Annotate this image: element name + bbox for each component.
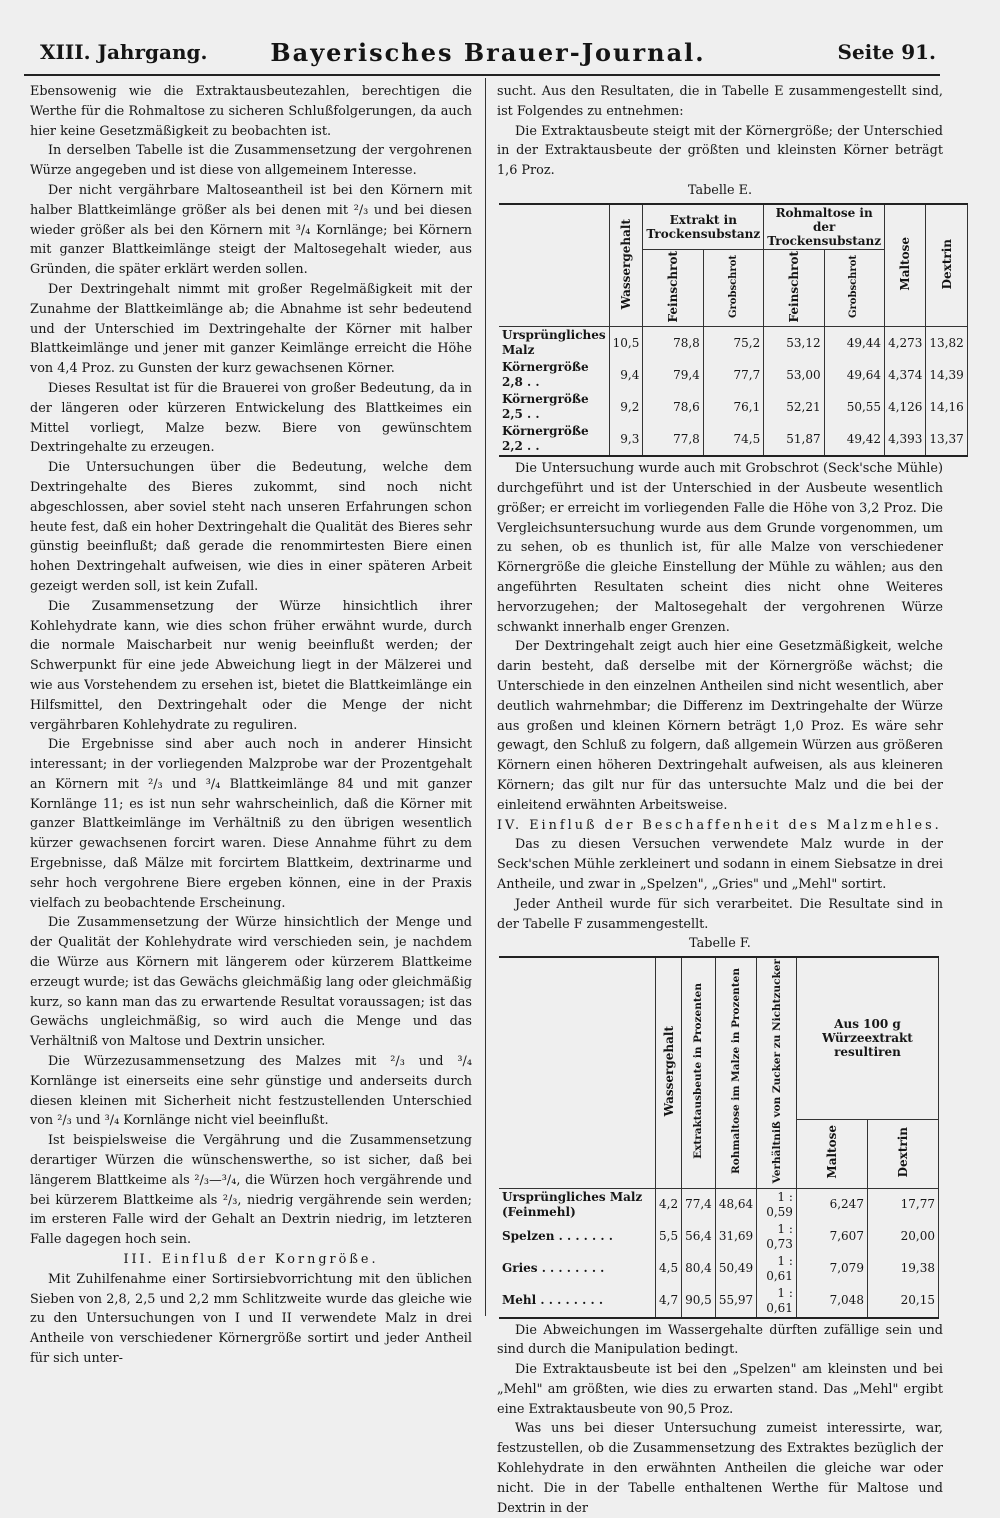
paragraph: Die Extraktausbeute ist bei den „Spelzen" am kleinsten und bei „Mehl" am größten, wie dies zu erwarten stand. Das „Mehl" ergibt eine Extraktausbeute von 90,5 Proz.	[497, 1362, 943, 1417]
col-header: Extrakt in Trockensubstanz	[643, 204, 764, 250]
col-header: Dextrin	[867, 1119, 938, 1188]
paragraph: Ist beispielsweise die Vergährung und die Zusammensetzung derartiger Würzen die wünschenswerthe, so ist sicher, daß bei längerem Blattkeime als ²/₃—³/₄, die Würzen hoch vergährende und bei kürzerem Blattkeime als ²/₃, niedrig vergährende sein werden; im ersteren Falle wird der Gehalt an Dextrin niedrig, im letzteren Falle dagegen hoch sein.	[30, 1133, 472, 1248]
col-header: Dextrin	[926, 204, 967, 327]
table-cell: 7,048	[796, 1285, 867, 1318]
paragraph: Der Dextringehalt zeigt auch hier eine Gesetzmäßigkeit, welche darin besteht, daß derselbe mit der Körnergröße wächst; die Unterschiede in den einzelnen Antheilen sind nicht wesentlich, aber deutlich wahrnehmbar; die Differenz im Dextringehalte der Würze aus großen und kleinen Körnern beträgt 1,0 Proz. Es wäre sehr gewagt, den Schluß zu folgern, daß allgemein Würzen aus größeren Körnern einen höheren Dextringehalt aufweisen, als aus kleineren Körnern; das gilt nur für das untersuchte Malz und die bei der einleitend erwähnten Arbeitsweise.	[497, 639, 943, 813]
paragraph: Die Untersuchung wurde auch mit Grobschrot (Seck'sche Mühle) durchgeführt und ist der Unterschied in der Ausbeute wesentlich größer; er erreicht im vorliegenden Falle die Höhe von 3,2 Proz. Die Vergleichsuntersuchung wurde aus dem Grunde vorgenommen, um zu sehen, ob es thunlich ist, für alle Malze von verschiedener Körnergröße die gleiche Einstellung der Mühle zu wählen; aus den angeführten Resultaten scheint dies nicht ohne Weiteres hervorzugehen; der Maltosegehalt der vergohrenen Würze schwankt innerhalb enger Grenzen.	[497, 461, 943, 635]
col-header: Rohmaltose im Malze in Prozenten	[715, 957, 756, 1188]
table-row	[499, 327, 967, 360]
row-label-header	[499, 957, 656, 1188]
table-cell: 4,393	[885, 423, 926, 456]
table-cell: 75,2	[703, 327, 763, 360]
paragraph: Der Dextringehalt nimmt mit großer Regelmäßigkeit mit der Zunahme der Blattkeimlänge ab; die Abnahme ist sehr bedeutend und der Unterschied im Dextringehalte der Körner mit halber Blattkeimlänge und jener mit ganzer Keimlänge erreicht die Höhe von 4,4 Proz. zu Gunsten der kurz gewachsenen Körner.	[30, 281, 472, 377]
page-number: Seite 91.	[837, 40, 936, 64]
table-cell: 76,1	[703, 391, 763, 423]
table-cell: 20,00	[867, 1221, 938, 1253]
table-cell: 4,7	[656, 1285, 682, 1318]
section-heading-4: IV. Einfluß der Beschaffenheit des Malzmehles.	[497, 817, 942, 833]
table-cell: 14,39	[926, 359, 967, 391]
table-row	[499, 359, 967, 391]
table-cell: 49,64	[824, 359, 884, 391]
table-row	[499, 1285, 939, 1318]
table-cell: 56,4	[682, 1221, 716, 1253]
table-row	[499, 391, 967, 423]
col-header: Grobschrot	[824, 249, 884, 326]
table-cell: 52,21	[764, 391, 824, 423]
paragraph: Die Würzezusammensetzung des Malzes mit ²/₃ und ³/₄ Kornlänge ist einerseits eine sehr günstige und anderseits durch diesen kleinen mit Sicherheit nicht festzustellenden Unterschied von ²/₃ und ³/₄ Kornlänge nicht viel beeinflußt.	[30, 1054, 472, 1129]
paragraph: Die Untersuchungen über die Bedeutung, welche dem Dextringehalte des Bieres zukommt, sind noch nicht abgeschlossen, aber soviel steht nach unseren Erfahrungen schon heute fest, daß ein hoher Dextringehalt die Qualität des Bieres sehr günstig beeinflußt; daß gerade die renommirtesten Biere einen hohen Dextringehalt aufweisen, wie dies in einer späteren Arbeit gezeigt werden soll, ist kein Zufall.	[30, 460, 472, 594]
table-cell: 78,6	[643, 391, 703, 423]
table-cell: 53,12	[764, 327, 824, 360]
col-header: Wassergehalt	[656, 957, 682, 1188]
table-cell: 49,44	[824, 327, 884, 360]
paragraph: Das zu diesen Versuchen verwendete Malz wurde in der Seck'schen Mühle zerkleinert und sodann in einem Siebsatze in drei Antheile, und zwar in „Spelzen", „Gries" und „Mehl" sortirt.	[497, 837, 943, 892]
table-cell: 4,5	[656, 1253, 682, 1285]
table-cell: 13,82	[926, 327, 967, 360]
paragraph: Dieses Resultat ist für die Brauerei von großer Bedeutung, da in der längeren oder kürzeren Entwickelung des Blattkeimes ein Mittel vorliegt, Malze bezw. Biere von gewünschtem Dextringehalte zu erzeugen.	[30, 380, 472, 456]
table-f-title: Tabelle F.	[689, 936, 751, 952]
row-label: Gries . . . . . . . .	[499, 1253, 656, 1285]
volume-label: XIII. Jahrgang.	[40, 40, 208, 64]
table-cell: 7,607	[796, 1221, 867, 1253]
col-header: Wassergehalt	[609, 204, 643, 327]
col-header: Verhältniß von Zucker zu Nichtzucker	[757, 957, 797, 1188]
paragraph: sucht. Aus den Resultaten, die in Tabelle E zusammengestellt sind, ist Folgendes zu entnehmen:	[497, 84, 943, 119]
right-column	[497, 82, 964, 1518]
table-cell: 9,3	[609, 423, 643, 456]
paragraph: Was uns bei dieser Untersuchung zumeist interessirte, war, festzustellen, ob die Zusammensetzung des Extraktes bezüglich der Kohlehydrate in den erwähnten Antheilen die gleiche war oder nicht. Die in der Tabelle enthaltenen Werthe für Maltose und Dextrin in der	[497, 1421, 943, 1516]
paragraph: Jeder Antheil wurde für sich verarbeitet. Die Resultate sind in der Tabelle F zusammengestellt.	[497, 896, 943, 932]
table-cell: 4,2	[656, 1188, 682, 1221]
section-heading-3: III. Einfluß der Korngröße.	[123, 1252, 379, 1268]
col-header: Rohmaltose in der Trockensubstanz	[764, 204, 885, 250]
col-header: Feinschrot	[643, 249, 703, 326]
col-header: Extraktausbeute in Prozenten	[682, 957, 716, 1188]
table-cell: 50,55	[824, 391, 884, 423]
paragraph: Die Abweichungen im Wassergehalte dürften zufällige sein und sind durch die Manipulation bedingt.	[497, 1322, 943, 1358]
paragraph: Der nicht vergährbare Maltoseantheil ist bei den Körnern mit halber Blattkeimlänge größer als bei denen mit ²/₃ und bei diesen wieder größer als bei den Körnern mit ³/₄ Kornlänge; bei Körnern mit ganzer Blattkeimlänge steigt der Maltosegehalt wieder, aus Gründen, die später erklärt werden sollen.	[30, 182, 472, 278]
col-header: Maltose	[885, 204, 926, 327]
paragraph: Ebensowenig wie die Extraktausbeutezahlen, berechtigen die Werthe für die Rohmaltose zu sicheren Schlußfolgerungen, da auch hier keine Gesetzmäßigkeit zu beobachten ist.	[30, 84, 472, 139]
table-cell: 77,4	[682, 1188, 716, 1221]
table-cell: 79,4	[643, 359, 703, 391]
table-cell: 7,079	[796, 1253, 867, 1285]
paragraph: In derselben Tabelle ist die Zusammensetzung der vergohrenen Würze angegeben und ist diese von allgemeinem Interesse.	[30, 143, 472, 179]
row-label: Ursprüngliches Malz	[499, 327, 609, 360]
table-cell: 17,77	[867, 1188, 938, 1221]
table-cell: 13,37	[926, 423, 967, 456]
table-cell: 74,5	[703, 423, 763, 456]
row-label-header	[499, 204, 609, 327]
table-cell: 77,8	[643, 423, 703, 456]
table-cell: 49,42	[824, 423, 884, 456]
col-header: Maltose	[796, 1119, 867, 1188]
table-row	[499, 1188, 939, 1221]
table-cell: 9,4	[609, 359, 643, 391]
table-cell: 9,2	[609, 391, 643, 423]
col-header: Grobschrot	[703, 249, 763, 326]
table-cell: 10,5	[609, 327, 643, 360]
table-cell: 4,374	[885, 359, 926, 391]
table-cell: 1 : 0,73	[757, 1221, 797, 1253]
col-header: Feinschrot	[764, 249, 824, 326]
table-row	[499, 423, 967, 456]
table-e	[499, 203, 968, 457]
table-cell: 80,4	[682, 1253, 716, 1285]
table-cell: 5,5	[656, 1221, 682, 1253]
paragraph: Die Zusammensetzung der Würze hinsichtlich ihrer Kohlehydrate kann, wie dies schon früher erwähnt wurde, durch die normale Maischarbeit nur wenig beeinflußt werden; der Schwerpunkt für eine jede Abweichung liegt in der Mälzerei und wie aus Vorstehendem zu ersehen ist, bietet die Blattkeimlänge ein Hilfsmittel, den Dextringehalt oder die Menge der nicht vergährbaren Kohlehydrate zu reguliren.	[30, 598, 472, 733]
table-cell: 31,69	[715, 1221, 756, 1253]
paragraph: Die Zusammensetzung der Würze hinsichtlich der Menge und der Qualität der Kohlehydrate wird verschieden sein, je nachdem die Würze aus Körnern mit längerem oder kürzerem Blattkeime erzeugt wurde; ist das Gewächs gleichmäßig lang oder gleichmäßig kurz, so kann man das zu erwartende Resultat voraussagen; ist das Gewächs ungleichmäßig, so wird auch die Menge und das Verhältniß von Maltose und Dextrin unsicher.	[30, 915, 472, 1050]
row-label: Mehl . . . . . . . .	[499, 1285, 656, 1318]
row-label: Körnergröße 2,2 . .	[499, 423, 609, 456]
table-cell: 78,8	[643, 327, 703, 360]
table-cell: 51,87	[764, 423, 824, 456]
table-cell: 4,273	[885, 327, 926, 360]
paragraph: Die Extraktausbeute steigt mit der Körnergröße; der Unterschied in der Extraktausbeute der größten und kleinsten Körner beträgt 1,6 Proz.	[497, 123, 943, 179]
table-e-title: Tabelle E.	[687, 182, 753, 198]
table-cell: 14,16	[926, 391, 967, 423]
table-cell: 55,97	[715, 1285, 756, 1318]
table-cell: 77,7	[703, 359, 763, 391]
table-cell: 19,38	[867, 1253, 938, 1285]
table-cell: 4,126	[885, 391, 926, 423]
table-f	[499, 956, 939, 1318]
row-label: Körnergröße 2,5 . .	[499, 391, 609, 423]
row-label: Ursprüngliches Malz (Feinmehl)	[499, 1188, 656, 1221]
table-cell: 48,64	[715, 1188, 756, 1221]
table-cell: 1 : 0,59	[757, 1188, 797, 1221]
column-divider	[485, 78, 486, 1316]
page-header	[40, 38, 936, 72]
table-cell: 90,5	[682, 1285, 716, 1318]
table-cell: 50,49	[715, 1253, 756, 1285]
table-cell: 1 : 0,61	[757, 1285, 797, 1318]
table-row	[499, 1221, 939, 1253]
row-label: Spelzen . . . . . . .	[499, 1221, 656, 1253]
table-cell: 1 : 0,61	[757, 1253, 797, 1285]
paragraph: Die Ergebnisse sind aber auch noch in anderer Hinsicht interessant; in der vorliegenden Malzprobe war der Prozentgehalt an Körnern mit ²/₃ und ³/₄ Blattkeimlänge 84 und mit ganzer Kornlänge 11; es ist nun sehr wahrscheinlich, daß die Körner mit ganzer Blattkeimlänge im Verhältniß zu den übrigen wesentlich kürzer gewachsenen forcirt waren. Diese Annahme führt zu dem Ergebnisse, daß Mälze mit forcirtem Blattkeim, dextrinarme und sehr hoch vergohrene Biere ergeben können, eine in der Praxis vielfach zu beobachtende Erscheinung.	[30, 737, 472, 911]
col-header: Aus 100 g Würzeextrakt resultiren	[796, 957, 938, 1119]
row-label: Körnergröße 2,8 . .	[499, 359, 609, 391]
header-rule	[24, 74, 940, 76]
journal-title: Bayerisches Brauer-Journal.	[270, 38, 706, 67]
left-column	[30, 82, 472, 1369]
table-row	[499, 1253, 939, 1285]
table-cell: 20,15	[867, 1285, 938, 1318]
table-cell: 6,247	[796, 1188, 867, 1221]
paragraph: Mit Zuhilfenahme einer Sortirsiebvorrichtung mit den üblichen Sieben von 2,8, 2,5 und 2,2 mm Schlitzweite wurde das gleiche wie zu den Untersuchungen von I und II verwendete Malz in drei Antheile von verschiedener Körnergröße sortirt und jeder Antheil für sich unter-	[30, 1271, 472, 1366]
table-cell: 53,00	[764, 359, 824, 391]
